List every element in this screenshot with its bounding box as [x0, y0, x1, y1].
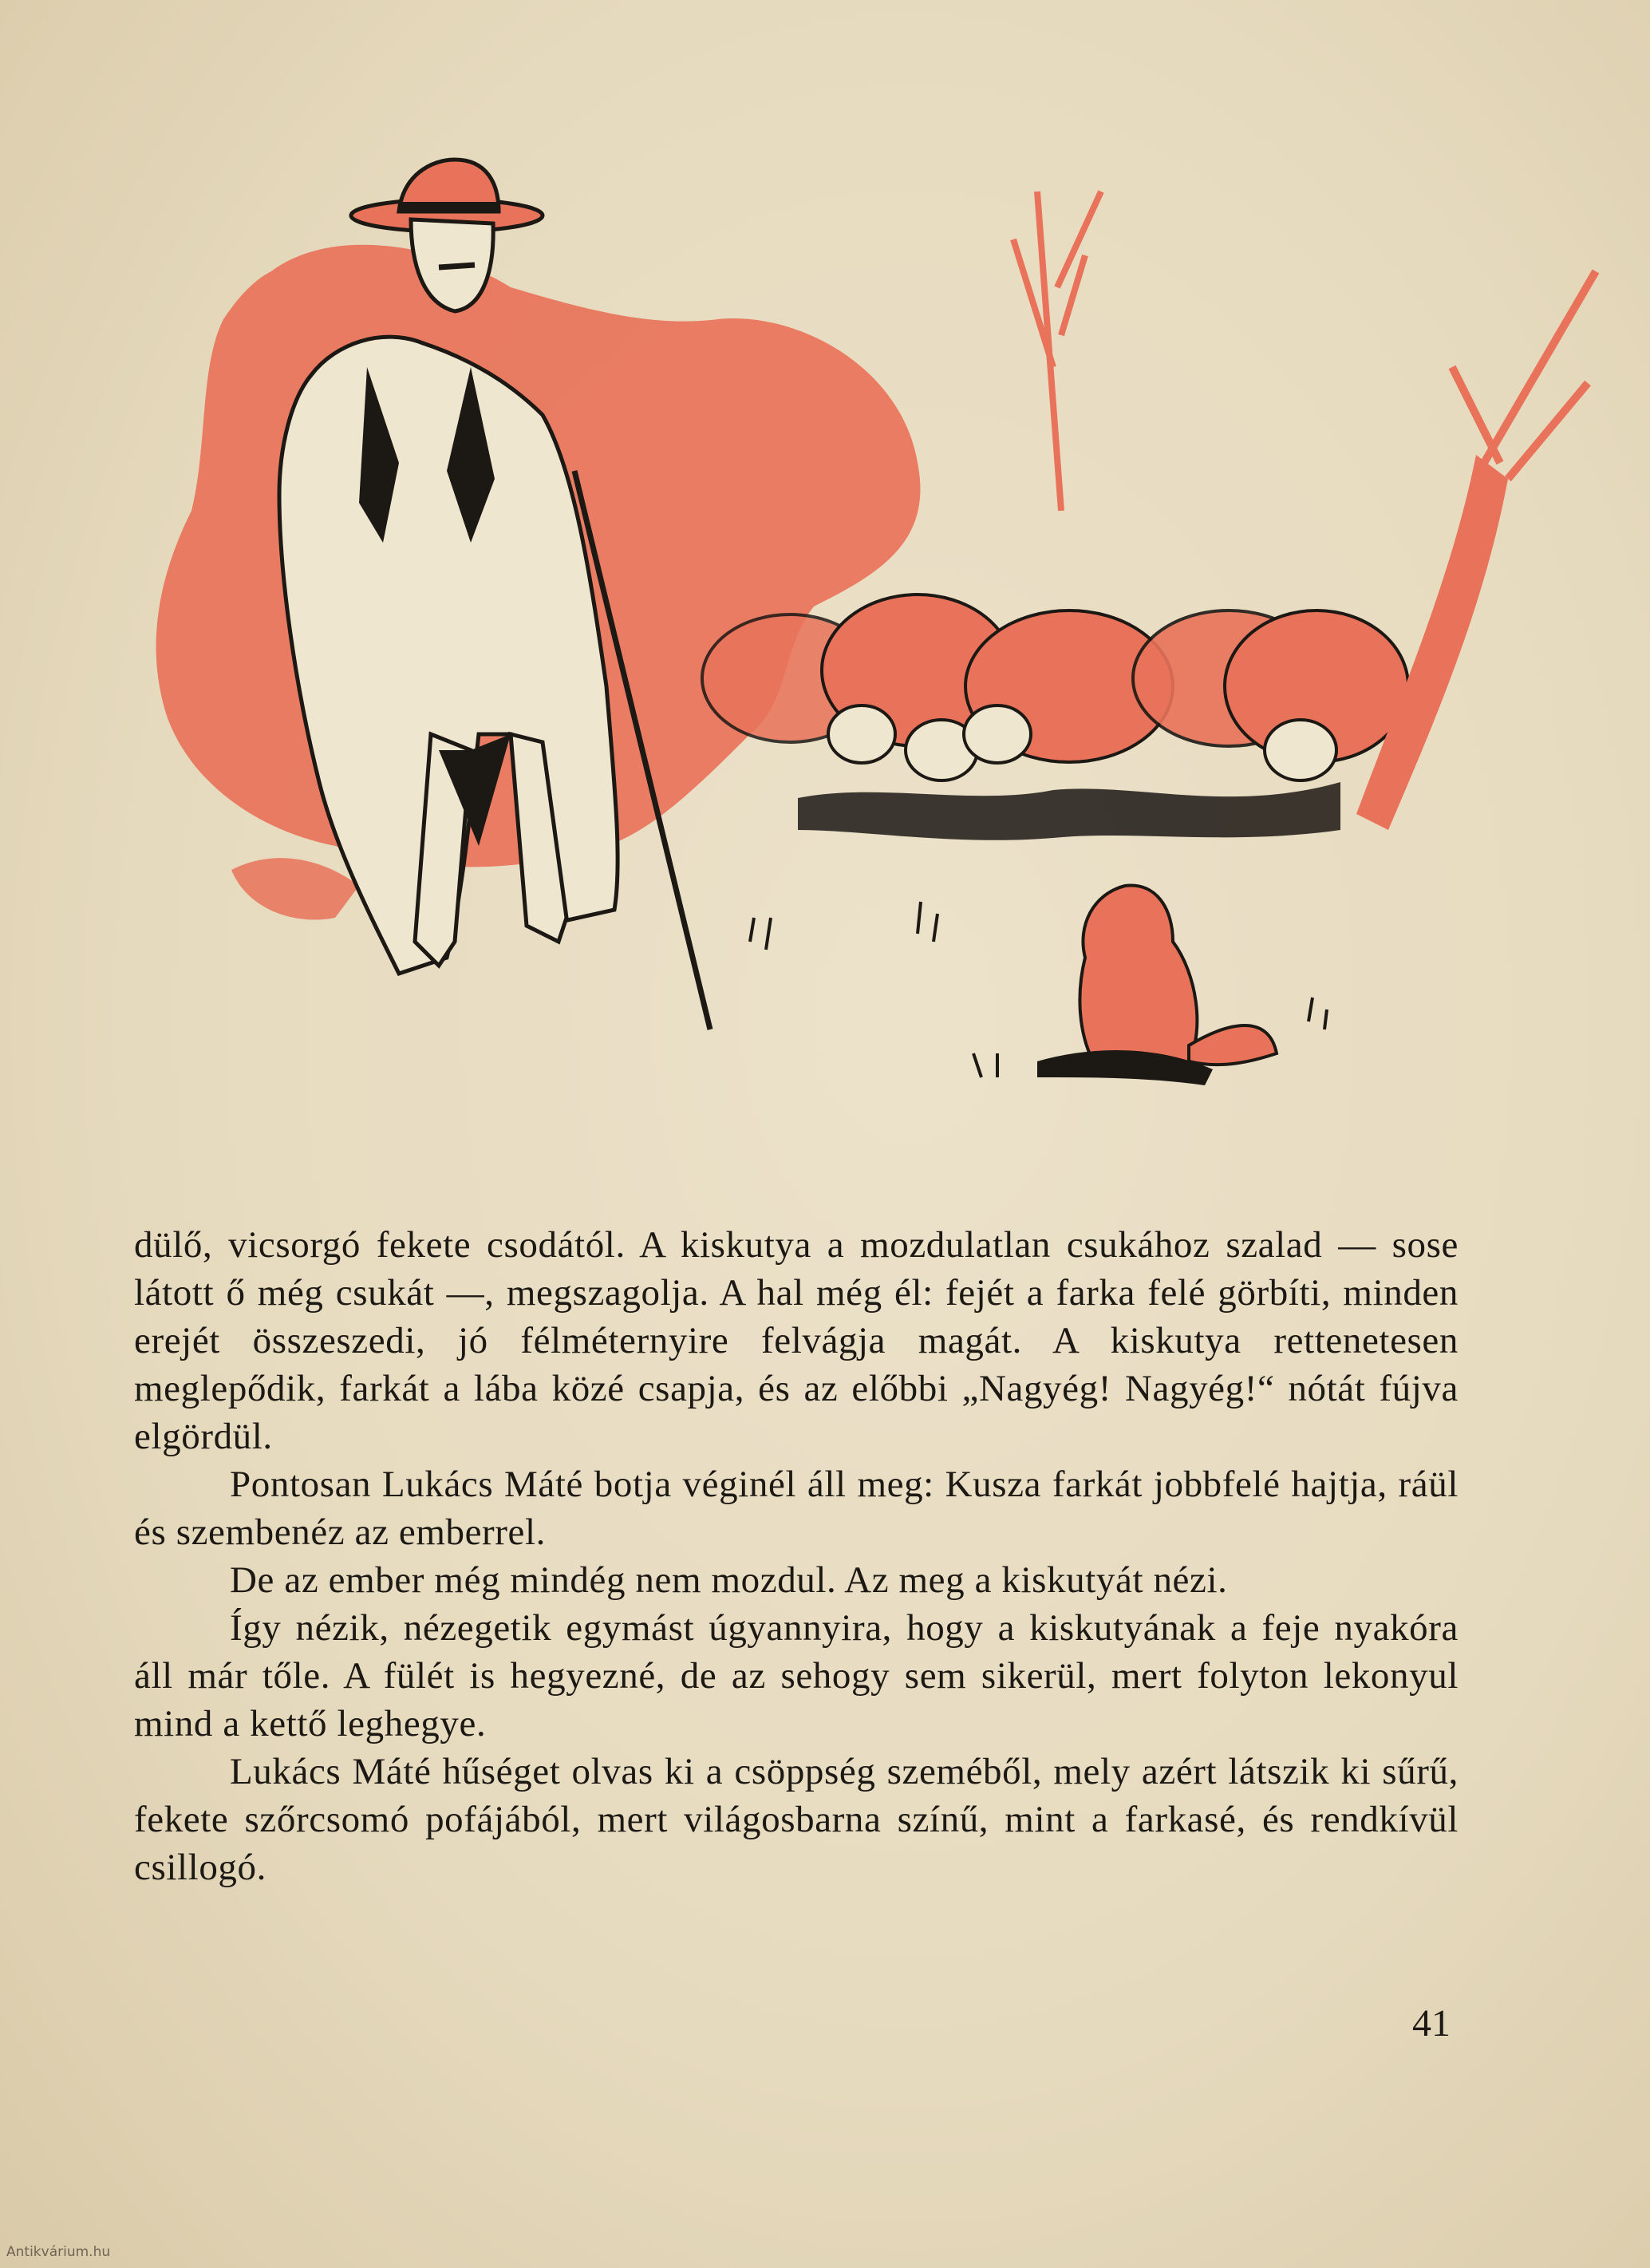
paragraph-5: Lukács Máté hűséget olvas ki a csöppség szeméből, mely azért látszik ki sűrű, fekete szőrcsomó pofájából, mert világosbarna színű, mint a farkasé, és rendkívül csillogó.: [134, 1751, 1459, 1888]
paragraph-3: De az ember még mindég nem mozdul. Az meg a kiskutyát nézi.: [230, 1559, 1228, 1601]
illustration-shepherd-pigs-dog: [96, 128, 1612, 1181]
body-text: [134, 1221, 1459, 1891]
paragraph-4: Így nézik, nézegetik egymást úgyannyira, hogy a kiskutyának a feje nyakóra áll már tőle. A fülét is hegyezné, de az sehogy sem sikerül, mert folyton lekonyul mind a kettő leghegye.: [134, 1607, 1459, 1744]
paragraph-2: Pontosan Lukács Máté botja véginél áll meg: Kusza farkát jobbfelé hajtja, ráül és szembenéz az emberrel.: [134, 1464, 1459, 1553]
page-number: 41: [1412, 2002, 1451, 2045]
watermark: Antikvárium.hu: [6, 2244, 111, 2260]
paragraph-1: dülő, vicsorgó fekete csodától. A kiskutya a mozdulatlan csukához szalad — sose látott ő még csukát —, megszagolja. A hal még él: fejét a farka felé görbíti, minden erejét összeszedi, jó félméternyire felvágja magát. A kiskutya rettenetesen meglepődik, farkát a lába közé csapja, és az előbbi „Nagyég! Nagyég!“ nótát fújva elgördül.: [134, 1224, 1459, 1457]
